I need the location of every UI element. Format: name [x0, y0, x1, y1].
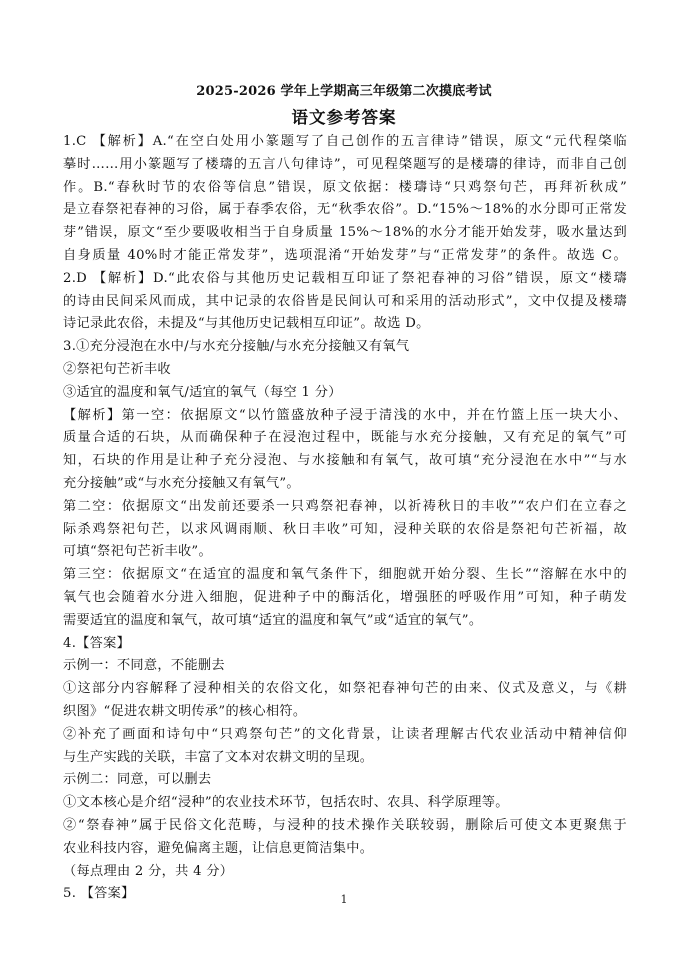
text-line: 与生产实践的关联，丰富了文本对农耕文明的呈现。	[63, 749, 374, 765]
text-line: 充分接触”或“与水充分接触又有氧气”。	[63, 475, 300, 491]
text-line: 2.D 【解析】D.“此农俗与其他历史记载相互印证了祭祀春神的习俗”错误，原文“楼璹	[63, 270, 627, 286]
text-line: 作。B.“春秋时节的农俗等信息”错误，原文依据：楼璹诗“只鸡祭句芒，再拜祈秋成”	[63, 179, 627, 195]
text-line: 示例二：同意，可以删去	[63, 772, 212, 788]
text-line: 4.【答案】	[63, 635, 131, 651]
page-number: 1	[340, 893, 348, 906]
text-line: 自身质量 40%时才能正常发芽”，选项混淆“开始发芽”与“正常发芽”的条件。故选 C。	[63, 247, 627, 263]
exam-title: 2025-2026 学年上学期高三年级第二次摸底考试	[196, 84, 492, 99]
text-line: 3.①充分浸泡在水中/与水充分接触/与水充分接触又有氧气	[63, 339, 410, 355]
answer-body	[63, 131, 627, 906]
text-line: 示例一：不同意，不能删去	[63, 658, 225, 674]
text-line: 的诗由民间采风而成，其中记录的农俗皆是民间认可和采用的活动形式”，文中仅提及楼璹	[63, 293, 627, 309]
text-line: ①这部分内容解释了浸种相关的农俗文化，如祭祀春神句芒的由来、仪式及意义，与《耕	[63, 681, 627, 697]
text-line: 5. 【答案】	[63, 886, 135, 902]
text-line: ③适宜的温度和氧气/适宜的氧气（每空 1 分）	[63, 384, 342, 400]
text-line: 是立春祭祀春神的习俗，属于春季农俗，无“秋季农俗”。D.“15%～18%的水分即可正常发	[63, 202, 627, 218]
text-line: （每点理由 2 分，共 4 分）	[63, 863, 234, 879]
text-line: 知，石块的作用是让种子充分浸泡、与水接触和有氧气，故可填“充分浸泡在水中”“与水	[63, 453, 627, 469]
text-line: 【解析】第一空：依据原文“以竹篮盛放种子浸于清浅的水中，并在竹篮上压一块大小、	[63, 407, 627, 423]
text-line: ①文本核心是介绍“浸种”的农业技术环节，包括农时、农具、科学原理等。	[63, 795, 509, 811]
text-line: 氧气也会随着水分进入细胞，促进种子中的酶活化，增强胚的呼吸作用”可知，种子萌发	[63, 589, 627, 605]
text-line: 芽”错误，原文“至少要吸收相当于自身质量 15%～18%的水分才能开始发芽，吸水量达到	[63, 225, 627, 241]
text-line: 质量合适的石块，从而确保种子在浸泡过程中，既能与水充分接触，又有充足的氧气”可	[63, 430, 627, 446]
text-line: 织图》“促进农耕文明传承”的核心相符。	[63, 703, 307, 719]
document-title: 语文参考答案	[291, 108, 397, 127]
text-line: 可填“祭祀句芒祈丰收”。	[63, 544, 212, 560]
text-line: 摹时……用小篆题写了楼璹的五言八句律诗”，可见程棨题写的是楼璹的律诗，而非自己创	[63, 156, 627, 172]
text-line: 农业科技内容，避免偏离主题，让信息更简洁集中。	[63, 840, 374, 856]
text-line: 1.C 【解析】A.“在空白处用小篆题写了自己创作的五言律诗”错误，原文“元代程棨临	[63, 134, 627, 149]
text-line: ②“祭春神”属于民俗文化范畴，与浸种的技术操作关联较弱，删除后可使文本更聚焦于	[63, 817, 627, 833]
text-line: 际杀鸡祭祀句芒，以求风调雨顺、秋日丰收”可知，浸种关联的农俗是祭祀句芒祈福，故	[63, 521, 627, 537]
text-line: 需要适宜的温度和氧气，故可填“适宜的温度和氧气”或“适宜的氧气”。	[63, 612, 483, 628]
text-line: 第二空：依据原文“出发前还要杀一只鸡祭祀春神，以祈祷秋日的丰收”“农户们在立春之	[63, 498, 627, 514]
text-line: ②补充了画面和诗句中“只鸡祭句芒”的文化背景，让读者理解古代农业活动中精神信仰	[63, 726, 627, 742]
text-line: ②祭祀句芒祈丰收	[63, 361, 171, 377]
text-line: 第三空：依据原文“在适宜的温度和氧气条件下，细胞就开始分裂、生长”“溶解在水中的	[63, 567, 627, 583]
text-line: 诗记录此农俗，未提及“与其他历史记载相互印证”。故选 D。	[63, 316, 430, 332]
